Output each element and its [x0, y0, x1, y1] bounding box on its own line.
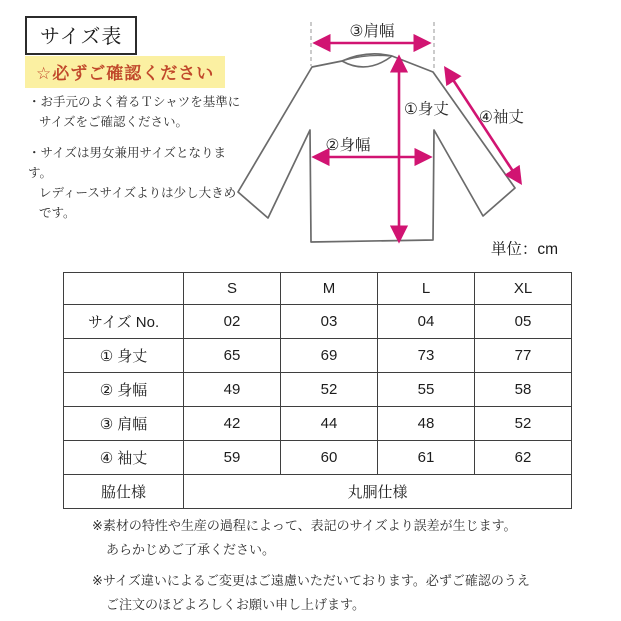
cell-merged-value: 丸胴仕様: [184, 475, 572, 509]
cell-value: 58: [475, 373, 572, 407]
tshirt-measurement-diagram: [220, 10, 572, 262]
cell-value: 04: [378, 305, 475, 339]
instruction-line: ・お手元のよく着るＴシャツを基準に: [28, 95, 241, 109]
cell-value: 62: [475, 441, 572, 475]
footnote-item: [92, 569, 592, 617]
cell-value: 48: [378, 407, 475, 441]
label-sleeve-length: ④袖丈: [479, 109, 524, 126]
header-size-xl: XL: [475, 273, 572, 305]
footnote-line: ご注文のほどよろしくお願い申し上げます。: [106, 597, 365, 613]
size-table: [63, 272, 572, 509]
confirm-notice: ☆必ずご確認ください: [25, 56, 225, 88]
footnote-line: ※素材の特性や生産の過程によって、表記のサイズより誤差が生じます。: [92, 518, 517, 533]
table-row-side-spec: [64, 475, 572, 509]
row-label: サイズ No.: [64, 305, 184, 339]
cell-value: 61: [378, 441, 475, 475]
row-label: 脇仕様: [64, 475, 184, 509]
instruction-item: [28, 143, 243, 223]
instruction-item: [28, 92, 243, 132]
cell-value: 69: [281, 339, 378, 373]
cell-value: 59: [184, 441, 281, 475]
cell-value: 65: [184, 339, 281, 373]
table-row-shoulder-width: [64, 407, 572, 441]
instruction-line: ・サイズは男女兼用サイズとなります。: [28, 146, 227, 180]
cell-value: 52: [475, 407, 572, 441]
cell-value: 55: [378, 373, 475, 407]
row-label: ④ 袖丈: [64, 441, 184, 475]
row-label: ③ 肩幅: [64, 407, 184, 441]
cell-value: 73: [378, 339, 475, 373]
footnote-item: [92, 514, 592, 562]
page-title: サイズ表: [25, 16, 137, 55]
cell-value: 77: [475, 339, 572, 373]
label-shoulder-width: ③肩幅: [349, 23, 395, 40]
instruction-line: サイズをご確認ください。: [39, 115, 189, 129]
header-size-l: L: [378, 273, 475, 305]
table-header-row: [64, 273, 572, 305]
footnote-line: ※サイズ違いによるご変更はご遠慮いただいております。必ずご確認のうえ: [92, 573, 530, 589]
instruction-list: [28, 92, 243, 234]
header-empty-cell: [64, 273, 184, 305]
header-size-m: M: [281, 273, 378, 305]
cell-value: 05: [475, 305, 572, 339]
cell-value: 49: [184, 373, 281, 407]
cell-value: 60: [281, 441, 378, 475]
footnote-line: あらかじめご了承ください。: [106, 542, 276, 558]
cell-value: 02: [184, 305, 281, 339]
table-row-body-width: [64, 373, 572, 407]
table-row-size-no: [64, 305, 572, 339]
cell-value: 52: [281, 373, 378, 407]
cell-value: 42: [184, 407, 281, 441]
header-size-s: S: [184, 273, 281, 305]
footnotes: [92, 514, 592, 621]
cell-value: 03: [281, 305, 378, 339]
row-label: ① 身丈: [64, 339, 184, 373]
label-body-length: ①身丈: [404, 101, 449, 118]
row-label: ② 身幅: [64, 373, 184, 407]
cell-value: 44: [281, 407, 378, 441]
label-body-width: ②身幅: [325, 137, 371, 154]
table-row-body-length: [64, 339, 572, 373]
table-row-sleeve-length: [64, 441, 572, 475]
instruction-line: レディースサイズよりは少し大きめです。: [39, 186, 237, 220]
unit-label: 単位：cm: [490, 241, 558, 258]
tshirt-outline: [238, 54, 515, 242]
